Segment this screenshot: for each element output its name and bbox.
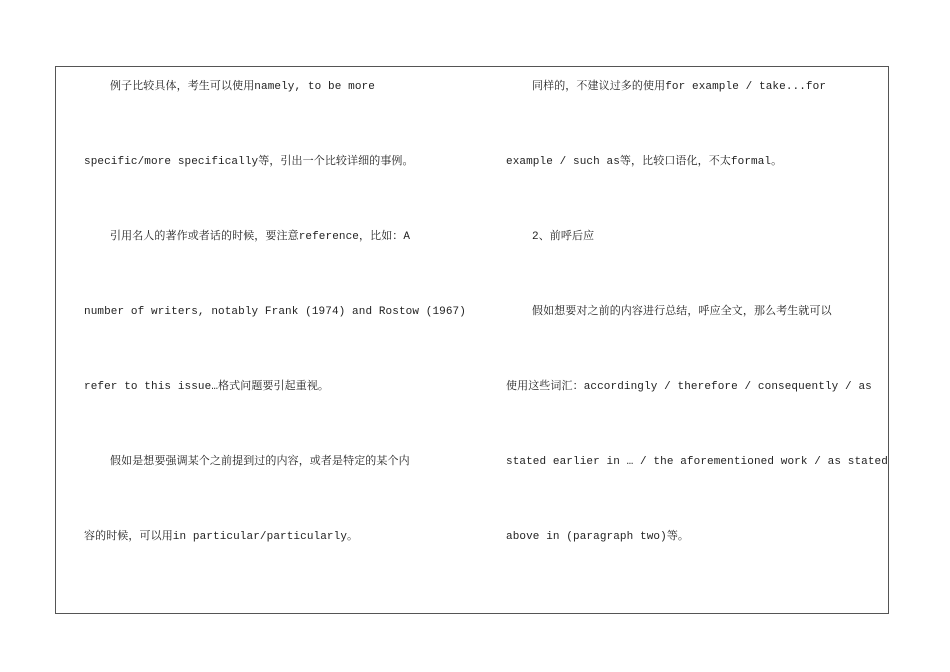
left-line-2: specific/more specifically等，引出一个比较详细的事例。 (84, 156, 414, 168)
right-line-1: 同样的，不建议过多的使用for example / take...for (532, 81, 827, 93)
right-line-6: stated earlier in … / the aforementioned work / as stated (506, 456, 888, 468)
left-line-4: number of writers, notably Frank (1974) and Rostow (1967) (84, 306, 466, 318)
right-line-4: 假如想要对之前的内容进行总结，呼应全文，那么考生就可以 (532, 306, 832, 318)
left-line-5: refer to this issue…格式问题要引起重视。 (84, 381, 330, 393)
right-line-3: 2、前呼后应 (532, 231, 595, 243)
right-line-5: 使用这些词汇：accordingly / therefore / consequently / as (506, 381, 872, 393)
left-line-1: 例子比较具体，考生可以使用namely, to be more (110, 81, 375, 93)
left-line-6: 假如是想要强调某个之前提到过的内容，或者是特定的某个内 (110, 456, 410, 468)
right-line-2: example / such as等，比较口语化，不太formal。 (506, 156, 783, 168)
left-line-3: 引用名人的著作或者话的时候，要注意reference，比如：A (110, 231, 411, 243)
left-line-7: 容的时候，可以用in particular/particularly。 (84, 531, 359, 543)
right-line-7: above in (paragraph two)等。 (506, 531, 690, 543)
